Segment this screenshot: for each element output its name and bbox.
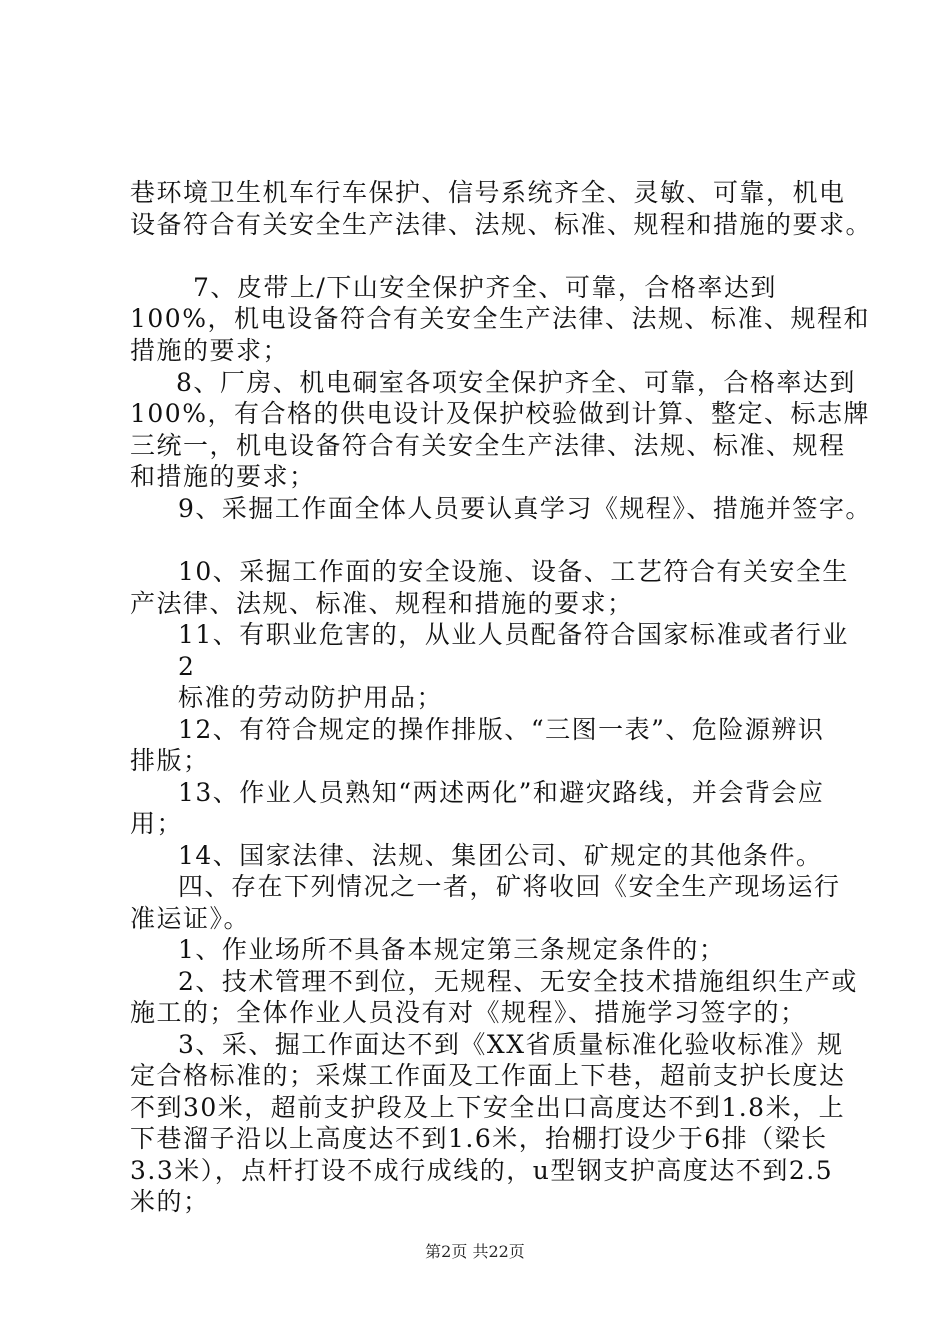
text-line: 2、技术管理不到位，无规程、无安全技术措施组织生产或 [178,967,858,996]
page-footer: 第2页 共22页 [425,1242,525,1261]
text-line: 下巷溜子沿以上高度达不到1.6米，抬棚打设少于6排（梁长 [130,1124,828,1153]
text-line: 14、国家法律、法规、集团公司、矿规定的其他条件。 [178,841,823,870]
text-line: 11、有职业危害的，从业人员配备符合国家标准或者行业 [178,620,849,649]
text-line: 四、存在下列情况之一者，矿将收回《安全生产现场运行 [178,872,841,901]
text-line: 12、有符合规定的操作排版、“三图一表”、危险源辨识 [178,715,825,744]
text-line: 施工的；全体作业人员没有对《规程》、措施学习签字的； [130,998,807,1027]
text-line: 和措施的要求； [130,462,316,491]
text-line: 措施的要求； [130,336,290,365]
text-line: 准运证》。 [130,904,251,933]
text-line: 排版； [130,746,210,775]
text-line: 定合格标准的；采煤工作面及工作面上下巷，超前支护长度达 [130,1061,846,1090]
text-line: 8、厂房、机电硐室各项安全保护齐全、可靠，合格率达到 [176,368,856,397]
text-line: 1、作业场所不具备本规定第三条规定条件的； [178,935,726,964]
page-break-number: 2 [178,652,196,681]
text-line: 10、采掘工作面的安全设施、设备、工艺符合有关安全生 [178,557,849,586]
text-line: 巷环境卫生机车行车保护、信号系统齐全、灵敏、可靠，机电 [130,178,846,207]
text-line: 用； [130,809,184,838]
text-line: 三统一，机电设备符合有关安全生产法律、法规、标准、规程 [130,431,846,460]
text-line: 7、皮带上/下山安全保护齐全、可靠，合格率达到 [193,273,777,302]
text-line: 9、采掘工作面全体人员要认真学习《规程》、措施并签字。 [178,494,872,523]
text-line: 设备符合有关安全生产法律、法规、标准、规程和措施的要求。 [130,210,873,239]
text-line: 产法律、法规、标准、规程和措施的要求； [130,589,634,618]
text-line: 100%，有合格的供电设计及保护校验做到计算、整定、标志牌 [130,399,870,428]
text-line: 3、采、掘工作面达不到《XX省质量标准化验收标准》规 [178,1030,844,1059]
text-line: 100%，机电设备符合有关安全生产法律、法规、标准、规程和 [130,304,870,333]
text-line: 3.3米），点杆打设不成行成线的，u型钢支护高度达不到2.5 [130,1156,834,1185]
text-line: 13、作业人员熟知“两述两化”和避灾路线，并会背会应 [178,778,825,807]
text-line: 米的； [130,1187,210,1216]
text-line: 标准的劳动防护用品； [178,683,444,712]
text-line: 不到30米，超前支护段及上下安全出口高度达不到1.8米，上 [130,1093,846,1122]
